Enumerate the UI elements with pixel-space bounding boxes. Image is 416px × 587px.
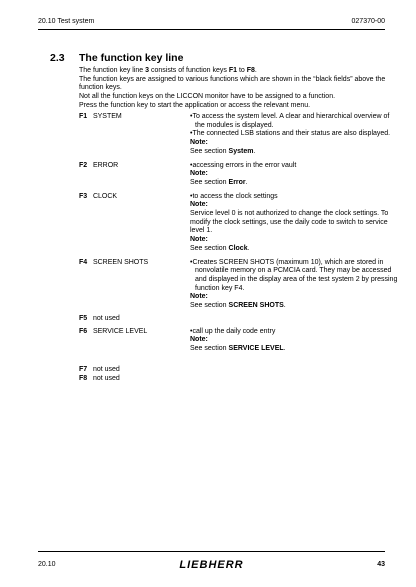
page-footer [38, 558, 385, 572]
bullet-item: • To access the system level. A clear and hierarchical overview of the modules is displayed. [190, 113, 399, 130]
see-section-reference: See section System. [190, 147, 256, 155]
function-key-description [190, 162, 399, 188]
note-label: Note: [190, 293, 208, 301]
page-number: 43 [377, 561, 385, 568]
note-text: Service level 0 is not authorized to change the clock settings. To modify the clock settings, use the daily code to switch to service level 1. [190, 210, 389, 235]
liebherr-logo: LIEBHERR [179, 559, 244, 571]
function-key-description [190, 259, 399, 311]
function-key-name: F1 SYSTEM [79, 113, 122, 120]
see-section-reference: See section SCREEN SHOTS. [190, 302, 286, 310]
footer-rule [38, 551, 385, 552]
function-key-description [190, 315, 399, 324]
function-key-name: F3 CLOCK [79, 192, 118, 200]
function-key-description [190, 328, 399, 354]
function-key-row [79, 328, 399, 354]
footer-chapter: 20.10 [38, 561, 56, 568]
intro-text [79, 67, 399, 111]
function-key-description [190, 113, 399, 157]
intro-line-3: Not all the function keys on the LICCON monitor have to be assigned to a function. [79, 93, 336, 101]
function-key-row [79, 366, 399, 375]
function-key-name: F6 SERVICE LEVEL [79, 327, 148, 335]
intro-line-2: The function keys are assigned to various functions which are shown in the “black fields” above the function keys. [79, 75, 386, 92]
function-key-row [79, 315, 399, 324]
function-key-row [79, 113, 399, 157]
function-key-description [190, 366, 399, 375]
note-label: Note: [190, 170, 208, 178]
bullet-item: • accessing errors in the error vault [190, 162, 399, 171]
intro-line-4: Press the function key to start the application or access the relevant menu. [79, 101, 311, 109]
header-doc-number: 027370-00 [351, 18, 385, 25]
bullet-item: • call up the daily code entry [190, 328, 399, 337]
see-section-reference: See section Error. [190, 178, 248, 186]
function-key-list [79, 113, 399, 384]
function-key-name: F5 not used [79, 314, 120, 322]
bullet-item: • Creates SCREEN SHOTS (maximum 10), which are stored in nonvolatile memory on a PCMCIA card. They may be accessed and displayed in the display area of the test system 2 by pressing function key F4. [190, 259, 399, 294]
function-key-name: F4 SCREEN SHOTS [79, 258, 149, 266]
note-label: Note: [190, 236, 208, 244]
function-key-description [190, 193, 399, 254]
see-section-reference: See section Clock. [190, 244, 250, 252]
function-key-name: F2 ERROR [79, 161, 119, 169]
section-heading [50, 52, 183, 64]
header-chapter: 20.10 Test system [38, 18, 95, 25]
function-key-row [79, 375, 399, 384]
section-title: The function key line [79, 52, 184, 64]
page-header [38, 17, 385, 27]
section-number: 2.3 [50, 52, 65, 64]
bullet-item: • The connected LSB stations and their status are also displayed. [190, 130, 399, 139]
note-label: Note: [190, 336, 208, 344]
header-rule [38, 29, 385, 30]
bullet-item: • to access the clock settings [190, 193, 399, 202]
function-key-row [79, 162, 399, 188]
intro-line-1: The function key line 3 consists of function keys F1 to F8. [79, 67, 257, 74]
function-key-description [190, 375, 399, 384]
function-key-row [79, 193, 399, 254]
see-section-reference: See section SERVICE LEVEL. [190, 345, 286, 353]
note-label: Note: [190, 201, 208, 209]
function-key-name: F7 not used [79, 365, 120, 373]
function-key-name: F8 not used [79, 374, 120, 382]
note-label: Note: [190, 139, 208, 147]
function-key-row [79, 259, 399, 311]
